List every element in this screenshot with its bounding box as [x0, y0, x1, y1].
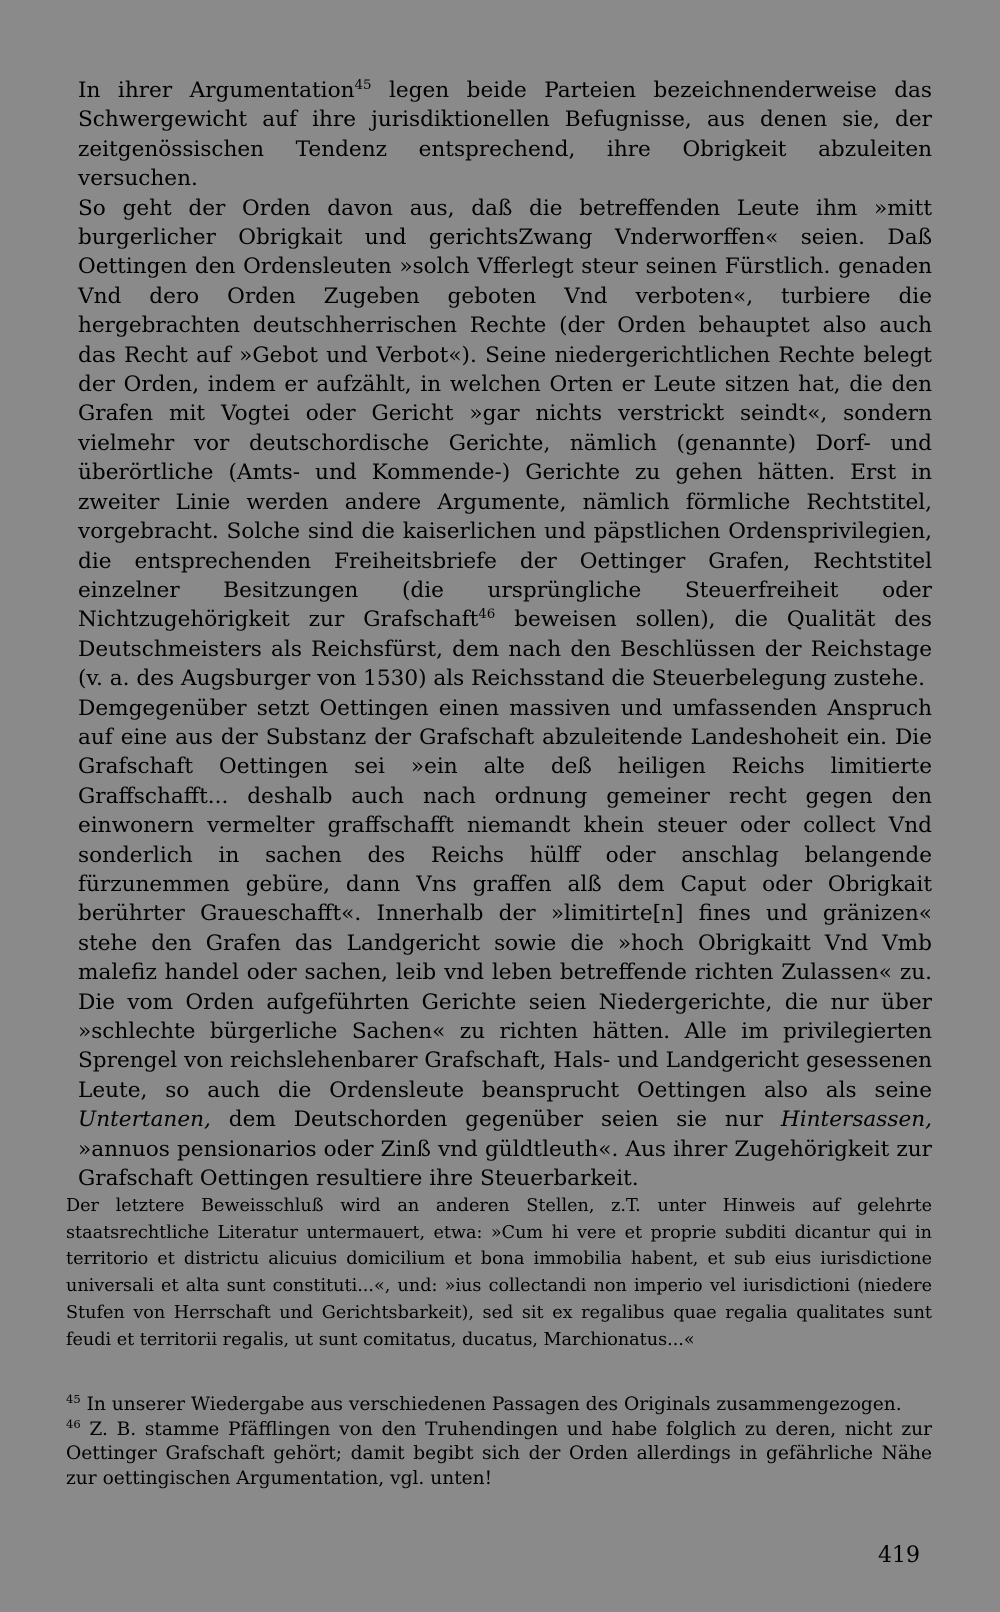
- footnote-number: 45: [66, 1391, 81, 1406]
- term-hintersassen: Hintersassen,: [780, 1107, 932, 1133]
- block-quote: Der letztere Beweisschluß wird an anderen Stellen, z.T. unter Hinweis auf gelehrte staatsrechtliche Literatur untermauert, etwa: »Cum hi vere et proprie subditi dicantur qui in territorio et districtu alicuius domicilium et bona immobilia habent, et sub eius iurisdictione universali et alta sunt constituti...«, und: »ius collectandi non imperio vel iurisdictioni (niedere Stufen von Herrschaft und Gerichtsbarkeit), sed sit ex regalibus quae regalia qualitates sunt feudi et territorii regalis, ut sunt comitatus, ducatus, Marchionatus...«: [66, 1196, 932, 1350]
- page-number: 419: [878, 1543, 920, 1568]
- footnote-ref-46[interactable]: 46: [478, 607, 496, 623]
- paragraph-1: In ihrer Argumentation$^{45}$ legen beide Parteien bezeichnenderweise das Schwergewicht auf ihre jurisdiktionellen Befugnisse, aus denen sie, der zeitgenössischen Tendenz entsprechend, ihre Obrigkeit abzuleiten versuchen.: [78, 77, 932, 192]
- footnote-number: 46: [66, 1416, 81, 1431]
- footnote-46: $^{46}$ Z. B. stamme Pfäfflingen von den Truhendingen und habe folglich zu deren, nicht zur Oettinger Grafschaft gehört; damit begibt sich der Orden allerdings in gefährliche Nähe zur oettingischen Argumentation, vgl. unten!: [66, 1416, 932, 1490]
- paragraph-3: Demgegenüber setzt Oettingen einen massiven und umfassenden Anspruch auf eine aus der Substanz der Grafschaft abzuleitende Landeshoheit ein. Die Grafschaft Oettingen sei »ein alte deß heiligen Reichs limitierte Graffschafft... deshalb auch nach ordnung gemeiner recht gegen den einwonern vermelter graffschafft niemandt khein steuer oder collect Vnd sonderlich in sachen des Reichs hülff oder anschlag belangende fürzunemmen gebüre, dann Vns graffen alß dem Caput oder Obrigkait berührter Graueschafft«. Innerhalb der »limitirte[n] fines und gränizen« stehe den Grafen das Landgericht sowie die »hoch Obrigkaitt Vnd Vmb malefiz handel oder sachen, leib vnd leben betreffende richten Zulassen« zu. Die vom Orden aufgeführten Gerichte seien Niedergerichte, die nur über »schlechte bürgerliche Sachen« zu richten hätten. Alle im privilegierten Sprengel von reichslehenbarer Grafschaft, Hals- und Landgericht gesessenen Leute, so auch die Ordensleute beansprucht Oettingen also als seine Untertanen, dem Deutschorden gegenüber seien sie nur Hintersassen, »annuos pensionarios oder Zinß vnd güldtleuth«. Aus ihrer Zugehörigkeit zur Grafschaft Oettingen resultiere ihre Steuerbarkeit.: [78, 695, 932, 1192]
- footnotes: [66, 1393, 932, 1492]
- footnote-ref-45[interactable]: 45: [354, 77, 372, 93]
- main-text: [78, 76, 932, 1193]
- footnote-45: $^{45}$ In unserer Wiedergabe aus verschiedenen Passagen des Originals zusammengezogen.: [66, 1391, 902, 1415]
- paragraph-2: So geht der Orden davon aus, daß die betreffenden Leute ihm »mitt burgerlicher Obrigkait und gerichtsZwang Vnderworffen« seien. Daß Oettingen den Ordensleuten »solch Vfferlegt steur seinen Fürstlich. genaden Vnd dero Orden Zugeben geboten Vnd verboten«, turbiere die hergebrachten deutschherrischen Rechte (der Orden behauptet also auch das Recht auf »Gebot und Verbot«). Seine niedergerichtlichen Rechte belegt der Orden, indem er aufzählt, in welchen Orten er Leute sitzen hat, die den Grafen mit Vogtei oder Gericht »gar nichts verstrickt seindt«, sondern vielmehr vor deutschordische Gerichte, nämlich (genannte) Dorf- und überörtliche (Amts- und Kommende-) Gerichte zu gehen hätten. Erst in zweiter Linie werden andere Argumente, nämlich förmliche Rechtstitel, vorgebracht. Solche sind die kaiserlichen und päpstlichen Ordensprivilegien, die entsprechenden Freiheitsbriefe der Oettinger Grafen, Rechtstitel einzelner Besitzungen (die ursprüngliche Steuerfreiheit oder Nichtzugehörigkeit zur Grafschaft$^{46}$ beweisen sollen), die Qualität des Deutschmeisters als Reichsfürst, dem nach den Beschlüssen der Reichstage (v. a. des Augsburger von 1530) als Reichsstand die Steuerbelegung zustehe.: [78, 195, 932, 692]
- term-untertanen: Untertanen,: [78, 1107, 211, 1133]
